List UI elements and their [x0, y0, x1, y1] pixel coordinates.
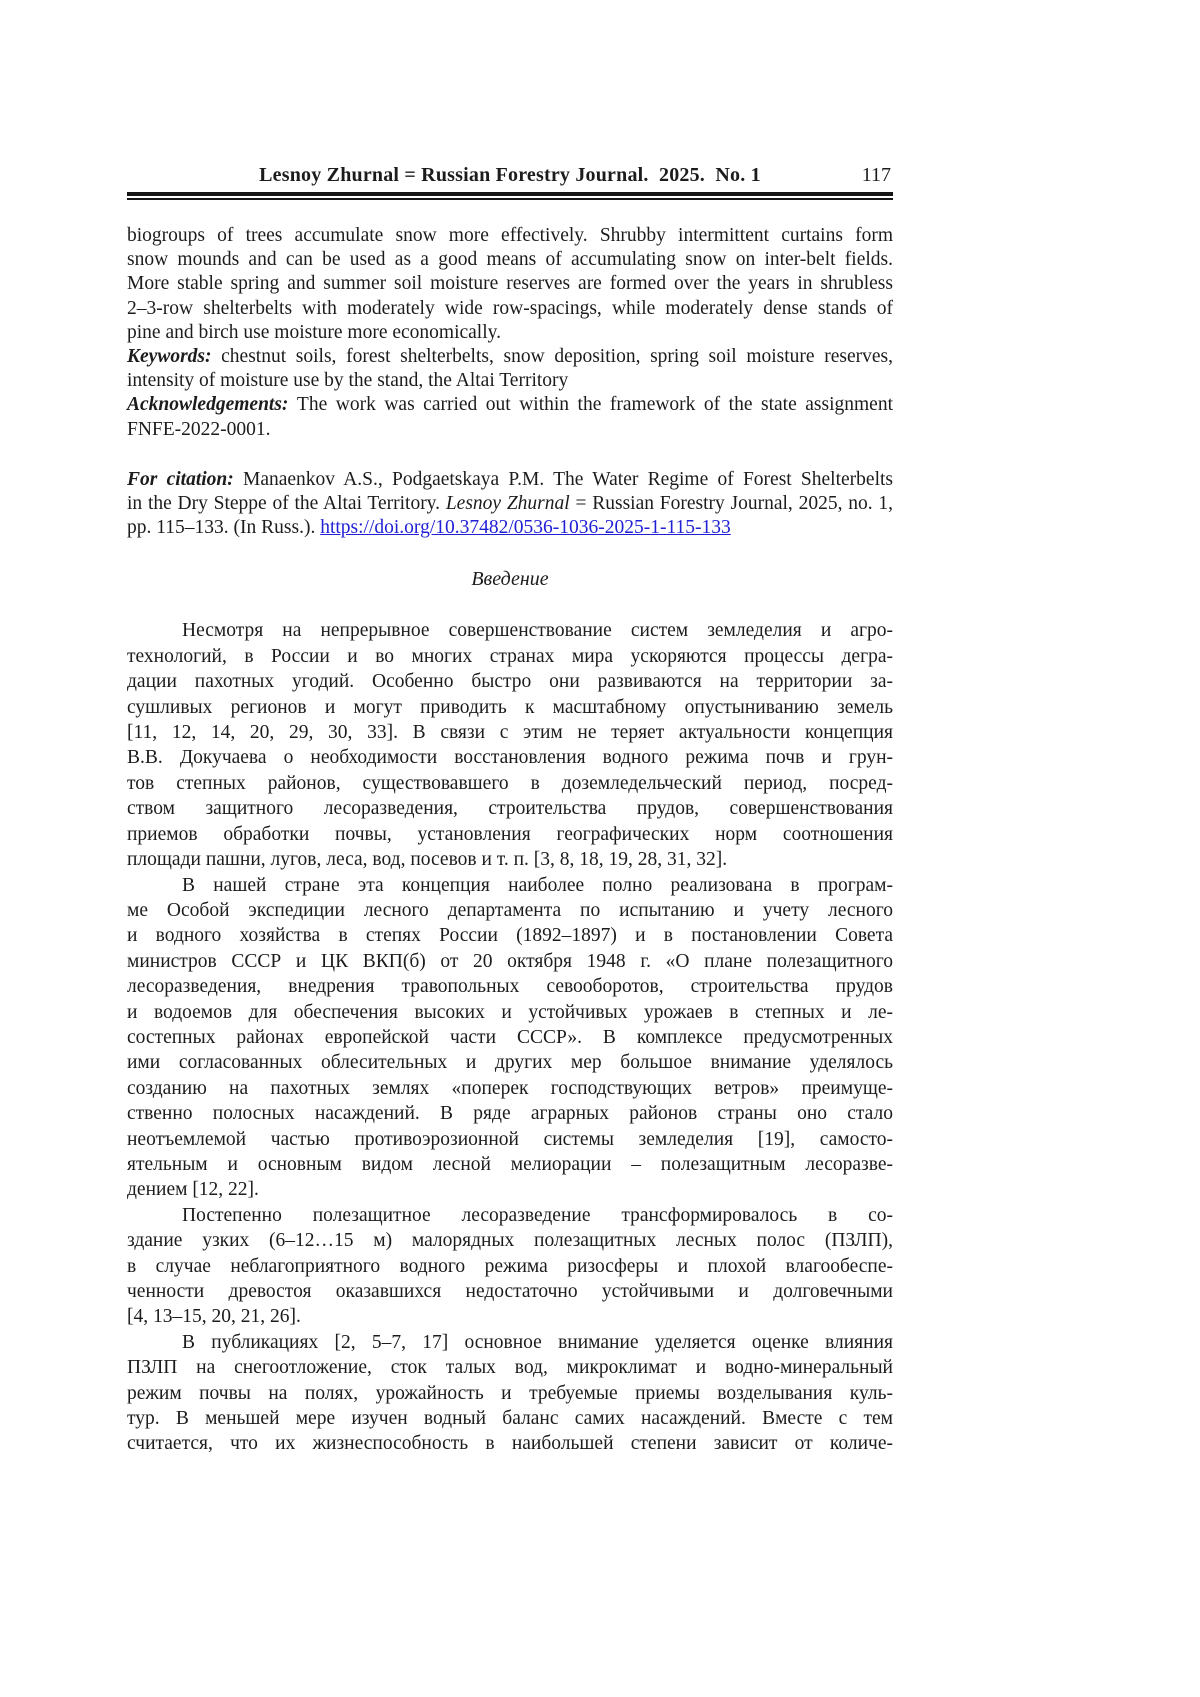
text-line: министров СССР и ЦК ВКП(б) от 20 октября 1948 г. «О плане полезащитного	[127, 950, 893, 972]
text-line: созданию на пахотных землях «поперек господствующих ветров» преимуще-	[127, 1077, 893, 1099]
text-line: For citation: Manaenkov A.S., Podgaetskaya P.M. The Water Regime of Forest Shelterbelts	[127, 468, 893, 490]
text-line: 2–3-row shelterbelts with moderately wide row-spacings, while moderately dense stands of	[127, 297, 893, 319]
page-header	[127, 163, 893, 188]
text-line: режим почвы на полях, урожайность и требуемые приемы возделывания куль-	[127, 1382, 893, 1404]
text-line: ме Особой экспедиции лесного департамента по испытанию и учету лесного	[127, 899, 893, 921]
text-line: ими согласованных облесительных и других мер большое внимание уделялось	[127, 1052, 893, 1074]
abstract-continuation	[127, 224, 893, 345]
text-line: здание узких (6–12…15 м) малорядных полезащитных лесных полос (ПЗЛП),	[127, 1230, 893, 1252]
text-line: pine and birch use moisture more economically.	[127, 321, 501, 343]
field-label: For citation:	[127, 468, 243, 490]
text-line: in the Dry Steppe of the Altai Territory. Lesnoy Zhurnal = Russian Forestry Journal, 2025, no. 1,	[127, 493, 893, 515]
citation-block	[127, 468, 893, 541]
text-line: считается, что их жизнеспособность в наибольшей степени зависит от количе-	[127, 1433, 893, 1455]
text-line: В публикациях [2, 5–7, 17] основное внимание уделяется оценке влияния	[182, 1331, 893, 1353]
text-line: Keywords: chestnut soils, forest shelterbelts, snow deposition, spring soil moisture reserves,	[127, 346, 893, 368]
text-line: В.В. Докучаева о необходимости восстановления водного режима почв и грун-	[127, 747, 893, 769]
text-line: площади пашни, лугов, леса, вод, посевов и т. п. [3, 8, 18, 19, 28, 31, 32].	[127, 849, 728, 871]
text-line: и водного хозяйства в степях России (1892–1897) и в постановлении Совета	[127, 925, 893, 947]
text-line: неотъемлемой частью противоэрозионной системы земледелия [19], самосто-	[127, 1128, 893, 1150]
text-line: и водоемов для обеспечения высоких и устойчивых урожаев в степных и ле-	[127, 1001, 893, 1023]
page-number: 117	[861, 164, 891, 186]
text-line: Несмотря на непрерывное совершенствование систем земледелия и агро-	[182, 620, 893, 642]
text-line: More stable spring and summer soil moisture reserves are formed over the years in shrubless	[127, 273, 893, 295]
acknowledgements-block	[127, 393, 893, 441]
text-line: biogroups of trees accumulate snow more effectively. Shrubby intermittent curtains form	[127, 225, 893, 246]
field-label: Acknowledgements:	[127, 394, 297, 416]
text-line: в случае неблагоприятного водного режима ризосферы и плохой влагообеспе-	[127, 1255, 893, 1277]
text-line: ством защитного лесоразведения, строительства прудов, совершенствования	[127, 798, 893, 820]
text-line: приемов обработки почвы, установления географических норм соотношения	[127, 823, 893, 845]
text-line: snow mounds and can be used as a good means of accumulating snow on inter-belt fields.	[127, 249, 893, 271]
header-rule	[127, 192, 893, 200]
text-line: ятельным и основным видом лесной мелиорации – полезащитным лесоразве-	[127, 1153, 893, 1175]
text-line: технологий, в России и во многих странах мира ускоряются процессы дегра-	[127, 645, 893, 667]
text-line: Постепенно полезащитное лесоразведение трансформировалось в со-	[182, 1204, 893, 1226]
text-line: intensity of moisture use by the stand, the Altai Territory	[127, 370, 569, 392]
text-line: [4, 13–15, 20, 21, 26].	[127, 1306, 301, 1328]
text-line: сушливых регионов и могут приводить к масштабному опустыниванию земель	[127, 696, 893, 718]
keywords-block	[127, 345, 893, 393]
text-line: тур. В меньшей мере изучен водный баланс самих насаждений. Вместе с тем	[127, 1408, 893, 1430]
introduction-paragraph-4	[127, 1330, 893, 1457]
text-line: ПЗЛП на снегоотложение, сток талых вод, микроклимат и водно-минеральный	[127, 1357, 893, 1379]
text-line: ственно полосных насаждений. В ряде аграрных районов страны оно стало	[127, 1103, 893, 1125]
text-line: лесоразведения, внедрения травопольных севооборотов, строительства прудов	[127, 976, 893, 998]
text-line: состепных районах европейской части СССР». В комплексе предусмотренных	[127, 1026, 893, 1048]
text-line: [11, 12, 14, 20, 29, 30, 33]. В связи с этим не теряет актуальности концепция	[127, 722, 893, 744]
text-line: Acknowledgements: The work was carried out within the framework of the state assignment	[127, 394, 893, 416]
running-title: Lesnoy Zhurnal = Russian Forestry Journal. 2025. No. 1	[259, 164, 761, 186]
page-content	[127, 0, 893, 1457]
section-heading-introduction: Введение	[471, 568, 549, 591]
introduction-paragraph-2	[127, 873, 893, 1203]
introduction-paragraph-3	[127, 1203, 893, 1330]
doi-link[interactable]: https://doi.org/10.37482/0536-1036-2025-1-115-133	[320, 517, 731, 539]
text-line: дением [12, 22].	[127, 1179, 259, 1201]
field-label: Keywords:	[127, 346, 222, 368]
text-line: дации пахотных угодий. Особенно быстро они развиваются на территории за-	[127, 671, 893, 693]
text-line: тов степных районов, существовавшего в доземледельческий период, посред-	[127, 772, 893, 794]
text-line: pp. 115–133. (In Russ.). https://doi.org/10.37482/0536-1036-2025-1-115-133	[127, 517, 731, 539]
emphasis-text: Lesnoy Zhurnal	[445, 493, 570, 515]
text-line: FNFE-2022-0001.	[127, 418, 271, 440]
introduction-paragraph-1	[127, 618, 893, 872]
text-line: ченности древостоя оказавшихся недостаточно устойчивыми и долговечными	[127, 1281, 893, 1302]
text-line: В нашей стране эта концепция наиболее полно реализована в програм-	[182, 874, 893, 896]
